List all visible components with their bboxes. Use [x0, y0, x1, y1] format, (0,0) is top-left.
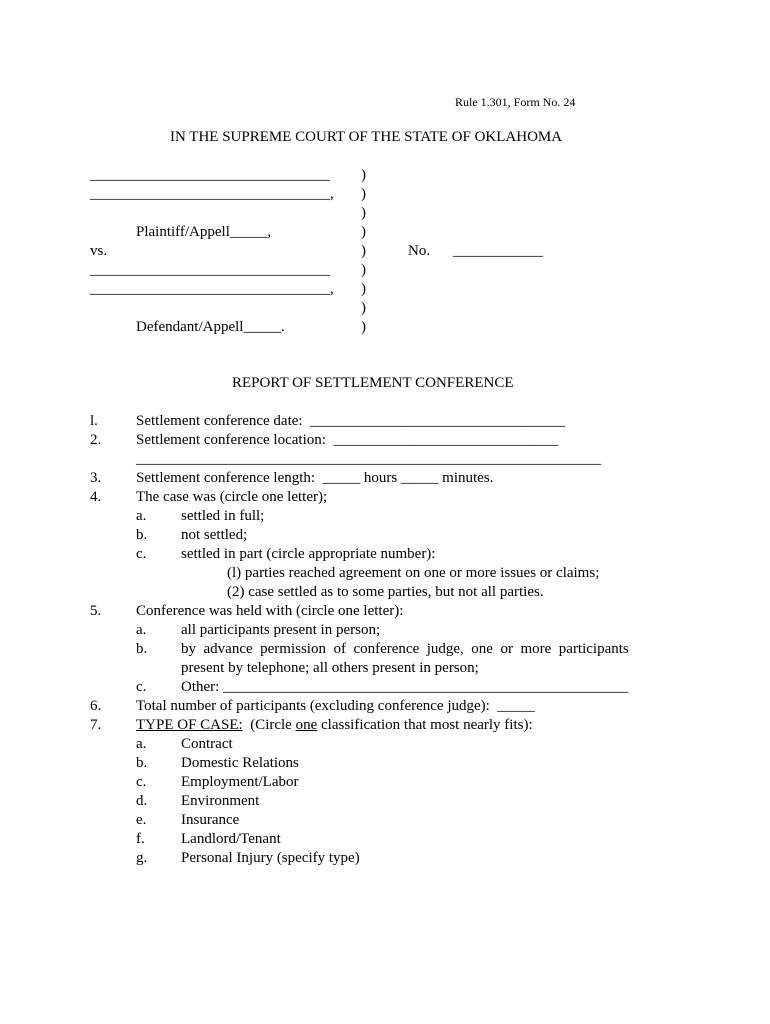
case-type-domestic: Domestic Relations [181, 755, 299, 771]
option-letter[interactable]: c. [136, 546, 147, 562]
item-number: 3. [90, 470, 102, 486]
case-type-text: (Circle [242, 717, 296, 733]
caption-paren: ) [361, 319, 366, 335]
caption-paren: ) [361, 243, 366, 259]
case-type-emphasis: one [295, 717, 318, 733]
court-heading: IN THE SUPREME COURT OF THE STATE OF OKLAHOMA [170, 129, 563, 145]
option-letter[interactable]: f. [136, 831, 145, 847]
conference-location-field[interactable]: Settlement conference location: ______________________________ [136, 432, 559, 448]
attendance-telephone-line-2: present by telephone; all others present in person; [181, 660, 479, 676]
option-letter[interactable]: b. [136, 755, 148, 771]
option-letter[interactable]: b. [136, 527, 148, 543]
caption-paren: ) [361, 281, 366, 297]
rule-reference: Rule 1.301, Form No. 24 [455, 95, 576, 109]
item-number: l. [90, 413, 98, 429]
case-type-text: classification that most nearly fits): [317, 717, 533, 733]
conference-length-field[interactable]: Settlement conference length: _____ hours _____ minutes. [136, 470, 494, 486]
attendance-in-person: all participants present in person; [181, 622, 381, 638]
attendance-telephone-line-1: by advance permission of conference judge, one or more participants [181, 641, 629, 657]
case-type-insurance: Insurance [181, 812, 240, 828]
settled-part-option-2[interactable]: (2) case settled as to some parties, but not all parties. [227, 584, 544, 600]
attendance-other-field[interactable]: Other: ______________________________________________________ [181, 679, 629, 695]
option-letter[interactable]: e. [136, 812, 147, 828]
item-number: 2. [90, 432, 102, 448]
option-letter[interactable]: d. [136, 793, 148, 809]
case-number-field[interactable]: ____________ [453, 243, 543, 259]
versus-label: vs. [90, 243, 108, 259]
defendant-name-line-1[interactable]: ________________________________ [90, 262, 330, 278]
case-type-employment: Employment/Labor [181, 774, 299, 790]
caption-paren: ) [361, 205, 366, 221]
outcome-settled-full: settled in full; [181, 508, 265, 524]
case-type-environment: Environment [181, 793, 260, 809]
plaintiff-name-line-2[interactable]: ________________________________, [90, 186, 334, 202]
conference-location-continuation[interactable]: ______________________________________________________________ [136, 451, 601, 467]
participant-count-field[interactable]: Total number of participants (excluding conference judge): _____ [136, 698, 535, 714]
attendance-question: Conference was held with (circle one letter): [136, 603, 404, 619]
option-letter[interactable]: a. [136, 508, 147, 524]
case-type-landlord: Landlord/Tenant [181, 831, 281, 847]
item-number: 6. [90, 698, 102, 714]
option-letter[interactable]: a. [136, 622, 147, 638]
option-letter[interactable]: g. [136, 850, 148, 866]
option-letter[interactable]: a. [136, 736, 147, 752]
plaintiff-name-line-1[interactable]: ________________________________ [90, 167, 330, 183]
conference-date-field[interactable]: Settlement conference date: __________________________________ [136, 413, 566, 429]
case-type-label: TYPE OF CASE: [136, 717, 243, 733]
caption-paren: ) [361, 186, 366, 202]
caption-paren: ) [361, 262, 366, 278]
option-letter[interactable]: c. [136, 774, 147, 790]
outcome-settled-part: settled in part (circle appropriate number): [181, 546, 436, 562]
settled-part-option-1[interactable]: (l) parties reached agreement on one or more issues or claims; [227, 565, 600, 581]
case-number-label: No. [408, 243, 431, 259]
plaintiff-label: Plaintiff/Appell_____, [136, 224, 272, 240]
caption-paren: ) [361, 167, 366, 183]
case-type-question [136, 716, 533, 735]
item-number: 5. [90, 603, 102, 619]
option-letter[interactable]: c. [136, 679, 147, 695]
case-outcome-question: The case was (circle one letter); [136, 489, 328, 505]
item-number: 4. [90, 489, 102, 505]
caption-paren: ) [361, 300, 366, 316]
case-type-contract: Contract [181, 736, 233, 752]
defendant-label: Defendant/Appell_____. [136, 319, 285, 335]
item-number: 7. [90, 717, 102, 733]
defendant-name-line-2[interactable]: ________________________________, [90, 281, 334, 297]
outcome-not-settled: not settled; [181, 527, 248, 543]
report-title: REPORT OF SETTLEMENT CONFERENCE [232, 375, 514, 391]
case-type-personal-injury: Personal Injury (specify type) [181, 850, 360, 866]
option-letter[interactable]: b. [136, 641, 148, 657]
caption-paren: ) [361, 224, 366, 240]
